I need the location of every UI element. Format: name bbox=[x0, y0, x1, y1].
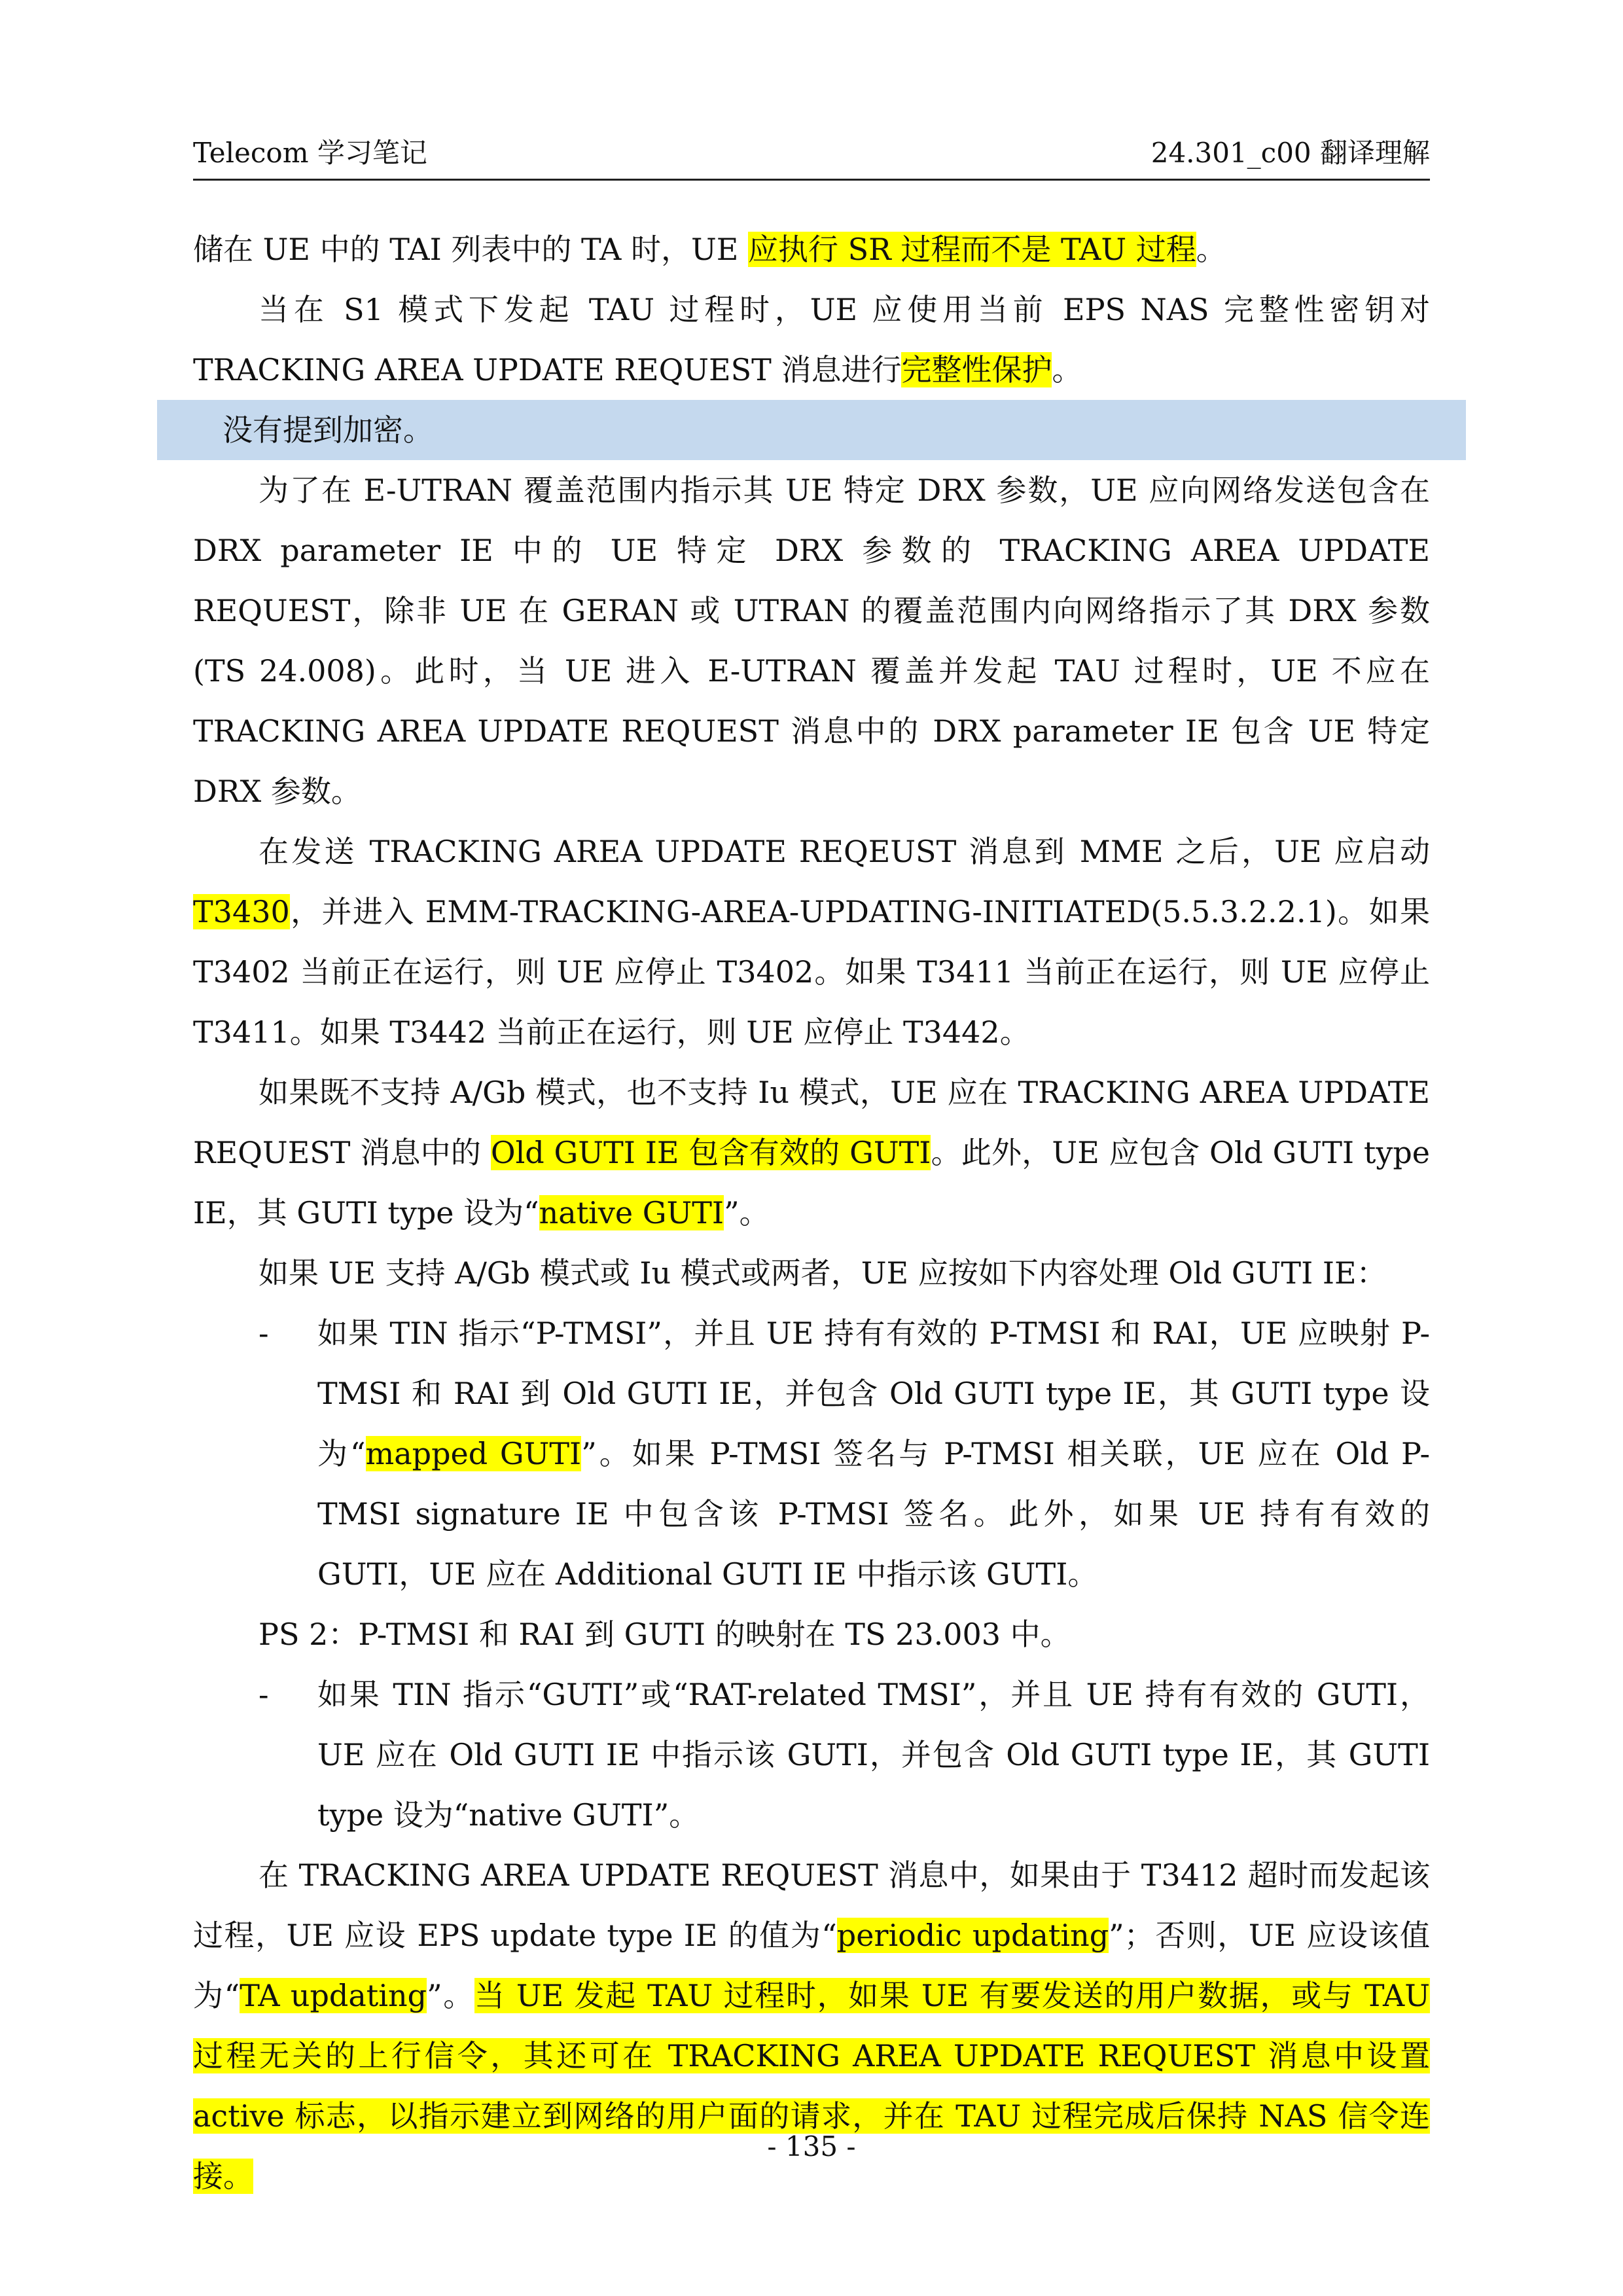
page-header bbox=[193, 134, 1430, 181]
highlight: 完整性保护 bbox=[901, 352, 1052, 387]
header-right: 24.301_c00 翻译理解 bbox=[1150, 137, 1430, 169]
page-number: - 135 - bbox=[767, 2130, 856, 2162]
highlight: Old GUTI IE 包含有效的 GUTI bbox=[490, 1135, 931, 1170]
highlight: 应执行 SR 过程而不是 TAU 过程 bbox=[748, 232, 1196, 267]
paragraph-6: 如果 UE 支持 A/Gb 模式或 Iu 模式或两者，UE 应按如下内容处理 Old GUTI IE： bbox=[259, 1255, 1387, 1291]
paragraph-5: 如果既不支持 A/Gb 模式，也不支持 Iu 模式，UE 应在 TRACKING AREA UPDATE REQUEST 消息中的 Old GUTI IE 包含有效的 GUTI。此外，UE 应包含 Old GUTI type IE，其 GUTI type 设为“native GUTI”。 bbox=[193, 1075, 1431, 1230]
paragraph-1: 储在 UE 中的 TAI 列表中的 TA 时，UE 应执行 SR 过程而不是 TAU 过程。 bbox=[193, 232, 1226, 267]
highlight: native GUTI bbox=[539, 1195, 724, 1230]
paragraph-2: 当在 S1 模式下发起 TAU 过程时，UE 应使用当前 EPS NAS 完整性密钥对 TRACKING AREA UPDATE REQUEST 消息进行完整性保护。 bbox=[193, 292, 1430, 387]
highlight: TA updating bbox=[240, 1978, 427, 2013]
list-dash: - bbox=[259, 1677, 269, 1712]
highlight: periodic updating bbox=[836, 1918, 1109, 1953]
note-banner: 没有提到加密。 bbox=[157, 400, 1466, 460]
page-body bbox=[193, 219, 1430, 2206]
paragraph-4: 在发送 TRACKING AREA UPDATE REQEUST 消息到 MME 之后，UE 应启动 T3430，并进入 EMM-TRACKING-AREA-UPDATING-INITIATED(5.5.3.2.2.1)。如果 T3402 当前正在运行，则 UE 应停止 T3402。如果 T3411 当前正在运行，则 UE 应停止 T3411。如果 T3442 当前正在运行，则 UE 应停止 T3442。 bbox=[193, 834, 1430, 1050]
highlight: T3430 bbox=[193, 894, 290, 929]
paragraph-3: 为了在 E-UTRAN 覆盖范围内指示其 UE 特定 DRX 参数，UE 应向网络发送包含在 DRX parameter IE 中的 UE 特定 DRX 参数的 TRACKING AREA UPDATE REQUEST，除非 UE 在 GERAN 或 UTRAN 的覆盖范围内向网络指示了其 DRX 参数(TS 24.008)。此时，当 UE 进入 E-UTRAN 覆盖并发起 TAU 过程时，UE 不应在 TRACKING AREA UPDATE REQUEST 消息中的 DRX parameter IE 包含 UE 特定 DRX 参数。 bbox=[193, 473, 1430, 809]
ps-note: PS 2：P-TMSI 和 RAI 到 GUTI 的映射在 TS 23.003 中。 bbox=[259, 1617, 1071, 1652]
list-item-1: - 如果 TIN 指示“P-TMSI”，并且 UE 持有有效的 P-TMSI 和 RAI，UE 应映射 P-TMSI 和 RAI 到 Old GUTI IE，并包含 Old GUTI type IE，其 GUTI type 设为“mapped GUTI”。如果 P-TMSI 签名与 P-TMSI 相关联，UE 应在 Old P-TMSI signature IE 中包含该 P-TMSI 签名。此外，如果 UE 持有有效的 GUTI，UE 应在 Additional GUTI IE 中指示该 GUTI。 bbox=[193, 1303, 1430, 1604]
paragraph-7: 在 TRACKING AREA UPDATE REQUEST 消息中，如果由于 T3412 超时而发起该过程，UE 应设 EPS update type IE 的值为“periodic updating”；否则，UE 应设该值为“TA updating”。当 UE 发起 TAU 过程时，如果 UE 有要发送的用户数据，或与 TAU 过程无关的上行信令，其还可在 TRACKING AREA UPDATE REQUEST 消息中设置 active 标志，以指示建立到网络的用户面的请求，并在 TAU 过程完成后保持 NAS 信令连接。 bbox=[193, 1857, 1430, 2194]
highlight: 当 UE 发起 TAU 过程时，如果 UE 有要发送的用户数据，或与 TAU 过程无关的上行信令，其还可在 TRACKING AREA UPDATE REQUEST 消息中设置 active 标志，以指示建立到网络的用户面的请求，并在 TAU 过程完成后保持 NAS 信令连接。 bbox=[193, 1978, 1430, 2194]
header-left: Telecom 学习笔记 bbox=[193, 137, 427, 169]
list-item-2: - 如果 TIN 指示“GUTI”或“RAT-related TMSI”，并且 UE 持有有效的 GUTI，UE 应在 Old GUTI IE 中指示该 GUTI，并包含 Old GUTI type IE，其 GUTI type 设为“native GUTI”。 bbox=[193, 1664, 1430, 1845]
highlight: mapped GUTI bbox=[365, 1436, 582, 1471]
list-dash: - bbox=[259, 1316, 269, 1351]
